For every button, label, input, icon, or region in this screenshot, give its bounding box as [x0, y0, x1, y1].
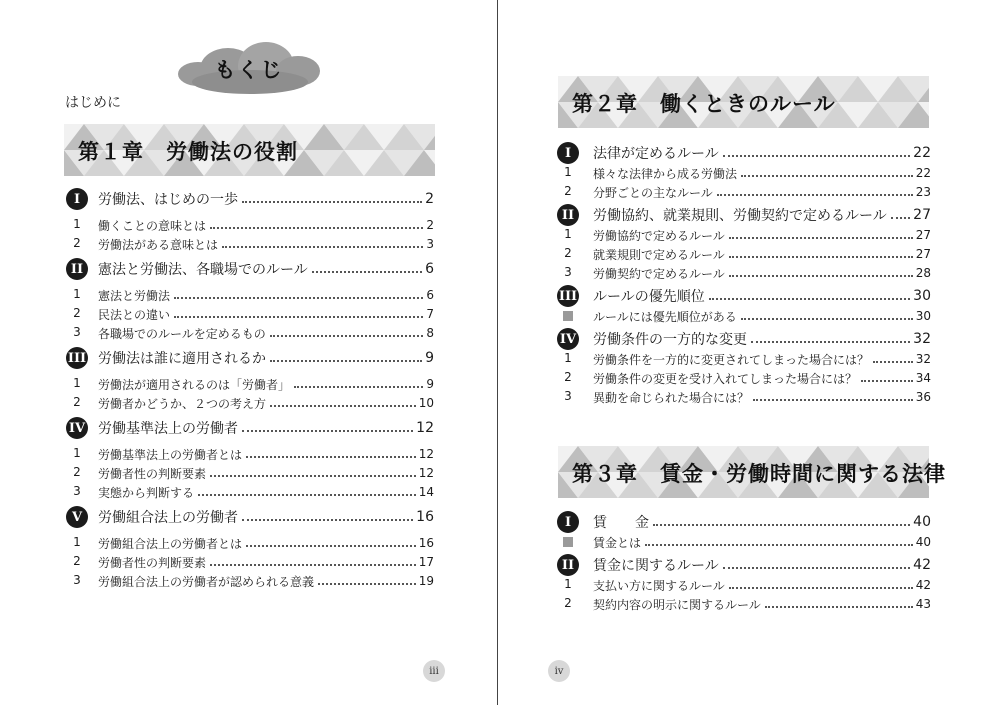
subsection-number: 2 — [73, 465, 81, 479]
subsection-number: 3 — [73, 484, 81, 498]
dot-leader — [891, 217, 910, 219]
toc-entry-label: 労働基準法上の労働者 — [98, 421, 238, 437]
toc-section-entry[interactable] — [593, 554, 931, 576]
toc-subsection-entry[interactable] — [593, 164, 931, 182]
subsection-number: 3 — [73, 573, 81, 587]
dot-leader — [645, 544, 913, 546]
toc-entry-label: 様々な法律から成る労働法 — [593, 166, 738, 181]
section-numeral-badge: I — [557, 142, 579, 164]
subsection-number: 1 — [73, 217, 81, 231]
toc-page-number: 6 — [425, 261, 434, 277]
toc-subsection-entry[interactable] — [98, 572, 434, 590]
toc-entry-label: 労働協約で定めるルール — [593, 228, 725, 243]
toc-page-number: 16 — [418, 536, 434, 550]
toc-section-entry[interactable] — [593, 285, 931, 307]
dot-leader — [729, 275, 913, 277]
subsection-number: 3 — [564, 265, 572, 279]
dot-leader — [729, 256, 913, 258]
dot-leader — [873, 361, 913, 363]
subsection-number: 1 — [73, 535, 81, 549]
toc-entry-label: 憲法と労働法、各職場でのルール — [98, 262, 308, 278]
toc-page-number: 22 — [913, 145, 931, 161]
square-bullet-icon — [563, 537, 573, 547]
toc-page-number: 22 — [915, 166, 931, 180]
dot-leader — [318, 583, 416, 585]
chapter-1-banner[interactable] — [64, 124, 435, 176]
subsection-number: 1 — [73, 376, 81, 390]
dot-leader — [246, 456, 416, 458]
toc-entry-label: 労働法が適用されるのは「労働者」 — [98, 377, 291, 392]
subsection-number: 2 — [73, 395, 81, 409]
toc-page-number: 12 — [418, 466, 434, 480]
toc-page-number: 32 — [915, 352, 931, 366]
page-number-right: iv — [548, 660, 570, 682]
toc-subsection-entry[interactable] — [593, 264, 931, 282]
toc-page-number: 32 — [913, 331, 931, 347]
toc-page-number: 14 — [418, 485, 434, 499]
subsection-number: 1 — [73, 287, 81, 301]
toc-page-number: 12 — [416, 420, 434, 436]
dot-leader — [741, 318, 913, 320]
section-numeral-badge: V — [66, 506, 88, 528]
subsection-number: 1 — [564, 165, 572, 179]
chapter-3-title: 第３章 賃金・労働時間に関する法律 — [572, 462, 946, 486]
chapter-2-banner[interactable] — [558, 76, 929, 128]
contents-header-cloud — [178, 40, 320, 98]
toc-entry-label: 労働条件を一方的に変更されてしまった場合には？ — [593, 352, 870, 367]
toc-subsection-entry[interactable] — [98, 394, 434, 412]
section-numeral-badge: III — [66, 347, 88, 369]
toc-subsection-entry[interactable] — [593, 369, 931, 387]
dot-leader — [210, 475, 416, 477]
toc-section-entry[interactable] — [98, 417, 434, 439]
toc-page-number: 16 — [416, 509, 434, 525]
toc-section-entry[interactable] — [593, 142, 931, 164]
section-numeral-badge: III — [557, 285, 579, 307]
dot-leader — [242, 430, 413, 432]
toc-entry-label: 分野ごとの主なルール — [593, 185, 713, 200]
subsection-number: 1 — [564, 227, 572, 241]
toc-page-number: 27 — [915, 228, 931, 242]
toc-entry-label: 契約内容の明示に関するルール — [593, 597, 761, 612]
section-numeral-badge: II — [557, 204, 579, 226]
square-bullet-icon — [563, 311, 573, 321]
subsection-number: 2 — [73, 306, 81, 320]
toc-entry-label: 賃金とは — [593, 535, 642, 550]
dot-leader — [753, 399, 913, 401]
subsection-number: 2 — [564, 596, 572, 610]
toc-entry-label: 支払い方に関するルール — [593, 578, 725, 593]
subsection-number: 2 — [73, 236, 81, 250]
dot-leader — [210, 564, 416, 566]
section-numeral-badge: IV — [557, 328, 579, 350]
toc-subsection-entry[interactable] — [98, 235, 434, 253]
toc-section-entry[interactable] — [98, 506, 434, 528]
toc-entry-label: 異動を命じられた場合には？ — [593, 390, 750, 405]
toc-subsection-entry[interactable] — [593, 533, 931, 551]
toc-entry-label: 労働協約、就業規則、労働契約で定めるルール — [593, 208, 887, 224]
chapter-3-banner[interactable] — [558, 446, 946, 498]
toc-subsection-entry[interactable] — [593, 183, 931, 201]
dot-leader — [294, 386, 423, 388]
toc-section-entry[interactable] — [593, 328, 931, 350]
toc-entry-label: 労働条件の変更を受け入れてしまった場合には？ — [593, 371, 858, 386]
dot-leader — [270, 405, 416, 407]
toc-entry-label: 憲法と労働法 — [98, 288, 171, 303]
toc-section-entry[interactable] — [593, 204, 931, 226]
toc-subsection-entry[interactable] — [98, 286, 434, 304]
toc-subsection-entry[interactable] — [98, 324, 434, 342]
section-numeral-badge: I — [557, 511, 579, 533]
dot-leader — [198, 494, 416, 496]
toc-intro[interactable]: はじめに — [65, 95, 121, 111]
toc-entry-label: 働くことの意味とは — [98, 218, 207, 233]
toc-page-number: 27 — [915, 247, 931, 261]
subsection-number: 2 — [73, 554, 81, 568]
toc-entry-label: 労働契約で定めるルール — [593, 266, 725, 281]
toc-page-number: 9 — [425, 350, 434, 366]
toc-entry-label: 労働基準法上の労働者とは — [98, 447, 243, 462]
toc-subsection-entry[interactable] — [98, 464, 434, 482]
toc-entry-label: 就業規則で定めるルール — [593, 247, 725, 262]
toc-page-number: 27 — [913, 207, 931, 223]
toc-entry-label: 実態から判断する — [98, 485, 195, 500]
dot-leader — [717, 194, 913, 196]
section-numeral-badge: II — [557, 554, 579, 576]
toc-entry-label: 労働法がある意味とは — [98, 237, 219, 252]
toc-subsection-entry[interactable] — [98, 375, 434, 393]
toc-page-number: 23 — [915, 185, 931, 199]
toc-subsection-entry[interactable] — [593, 226, 931, 244]
dot-leader — [222, 246, 423, 248]
toc-subsection-entry[interactable] — [98, 553, 434, 571]
subsection-number: 1 — [564, 351, 572, 365]
toc-entry-label: 労働者性の判断要素 — [98, 466, 207, 481]
toc-page-number: 2 — [425, 191, 434, 207]
toc-entry-label: 賃金に関するルール — [593, 558, 719, 574]
dot-leader — [723, 567, 910, 569]
toc-entry-label: 労働者かどうか、２つの考え方 — [98, 396, 267, 411]
dot-leader — [861, 380, 913, 382]
subsection-number: 1 — [73, 446, 81, 460]
chapter-1-title: 第１章 労働法の役割 — [78, 140, 298, 164]
toc-page-number: 19 — [418, 574, 434, 588]
dot-leader — [242, 519, 413, 521]
section-numeral-badge: I — [66, 188, 88, 210]
toc-entry-label: ルールには優先順位がある — [593, 309, 737, 324]
toc-page-number: 2 — [426, 218, 434, 232]
contents-title: もくじ — [214, 58, 284, 82]
toc-page-number: 3 — [426, 237, 434, 251]
toc-page-number: 12 — [418, 447, 434, 461]
section-numeral-badge: II — [66, 258, 88, 280]
dot-leader — [723, 155, 910, 157]
toc-page-number: 40 — [915, 535, 931, 549]
toc-subsection-entry[interactable] — [98, 216, 434, 234]
subsection-number: 3 — [564, 389, 572, 403]
toc-subsection-entry[interactable] — [593, 245, 931, 263]
dot-leader — [242, 201, 422, 203]
toc-entry-label: 労働組合法上の労働者が認められる意義 — [98, 574, 315, 589]
subsection-number: 2 — [564, 184, 572, 198]
toc-subsection-entry[interactable] — [593, 595, 931, 613]
subsection-number: 2 — [564, 370, 572, 384]
toc-page-number: 6 — [426, 288, 434, 302]
toc-page-number: 17 — [418, 555, 434, 569]
left-page — [0, 0, 497, 705]
toc-entry-label: 労働条件の一方的な変更 — [593, 332, 747, 348]
dot-leader — [709, 298, 910, 300]
dot-leader — [653, 524, 910, 526]
toc-page-number: 30 — [915, 309, 931, 323]
toc-page-number: 30 — [913, 288, 931, 304]
subsection-number: 3 — [73, 325, 81, 339]
toc-entry-label: 労働組合法上の労働者 — [98, 510, 238, 526]
dot-leader — [729, 237, 913, 239]
toc-entry-label: 労働者性の判断要素 — [98, 555, 207, 570]
toc-page-number: 7 — [426, 307, 434, 321]
toc-page-number: 8 — [426, 326, 434, 340]
dot-leader — [751, 341, 910, 343]
dot-leader — [246, 545, 416, 547]
page-number-left: iii — [423, 660, 445, 682]
toc-section-entry[interactable] — [98, 258, 434, 280]
dot-leader — [765, 606, 913, 608]
toc-subsection-entry[interactable] — [98, 483, 434, 501]
dot-leader — [312, 271, 422, 273]
section-numeral-badge: IV — [66, 417, 88, 439]
dot-leader — [270, 360, 422, 362]
dot-leader — [741, 175, 913, 177]
toc-entry-label: 労働法は誰に適用されるか — [98, 351, 266, 367]
dot-leader — [729, 587, 913, 589]
toc-subsection-entry[interactable] — [98, 305, 434, 323]
dot-leader — [210, 227, 423, 229]
toc-page-number: 10 — [418, 396, 434, 410]
toc-entry-label: 民法との違い — [98, 307, 171, 322]
toc-page-number: 34 — [915, 371, 931, 385]
toc-subsection-entry[interactable] — [98, 534, 434, 552]
toc-subsection-entry[interactable] — [593, 307, 931, 325]
toc-page-number: 42 — [915, 578, 931, 592]
toc-subsection-entry[interactable] — [593, 576, 931, 594]
subsection-number: 2 — [564, 246, 572, 260]
toc-page-number: 28 — [915, 266, 931, 280]
toc-section-entry[interactable] — [98, 347, 434, 369]
toc-page-number: 9 — [426, 377, 434, 391]
toc-page-number: 36 — [915, 390, 931, 404]
toc-subsection-entry[interactable] — [98, 445, 434, 463]
toc-entry-label: 労働組合法上の労働者とは — [98, 536, 243, 551]
toc-page-number: 40 — [913, 514, 931, 530]
toc-page-number: 42 — [913, 557, 931, 573]
toc-subsection-entry[interactable] — [593, 388, 931, 406]
toc-entry-label: 労働法、はじめの一歩 — [98, 192, 238, 208]
chapter-2-title: 第２章 働くときのルール — [572, 92, 836, 116]
toc-section-entry[interactable] — [593, 511, 931, 533]
toc-entry-label: ルールの優先順位 — [593, 289, 705, 305]
toc-entry-label: 賃 金 — [593, 515, 649, 531]
right-page — [499, 0, 1000, 705]
toc-subsection-entry[interactable] — [593, 350, 931, 368]
toc-page-number: 43 — [915, 597, 931, 611]
toc-section-entry[interactable] — [98, 188, 434, 210]
subsection-number: 1 — [564, 577, 572, 591]
dot-leader — [270, 335, 424, 337]
dot-leader — [174, 316, 423, 318]
toc-entry-label: 各職場でのルールを定めるもの — [98, 326, 266, 341]
dot-leader — [174, 297, 423, 299]
toc-entry-label: 法律が定めるルール — [593, 146, 719, 162]
